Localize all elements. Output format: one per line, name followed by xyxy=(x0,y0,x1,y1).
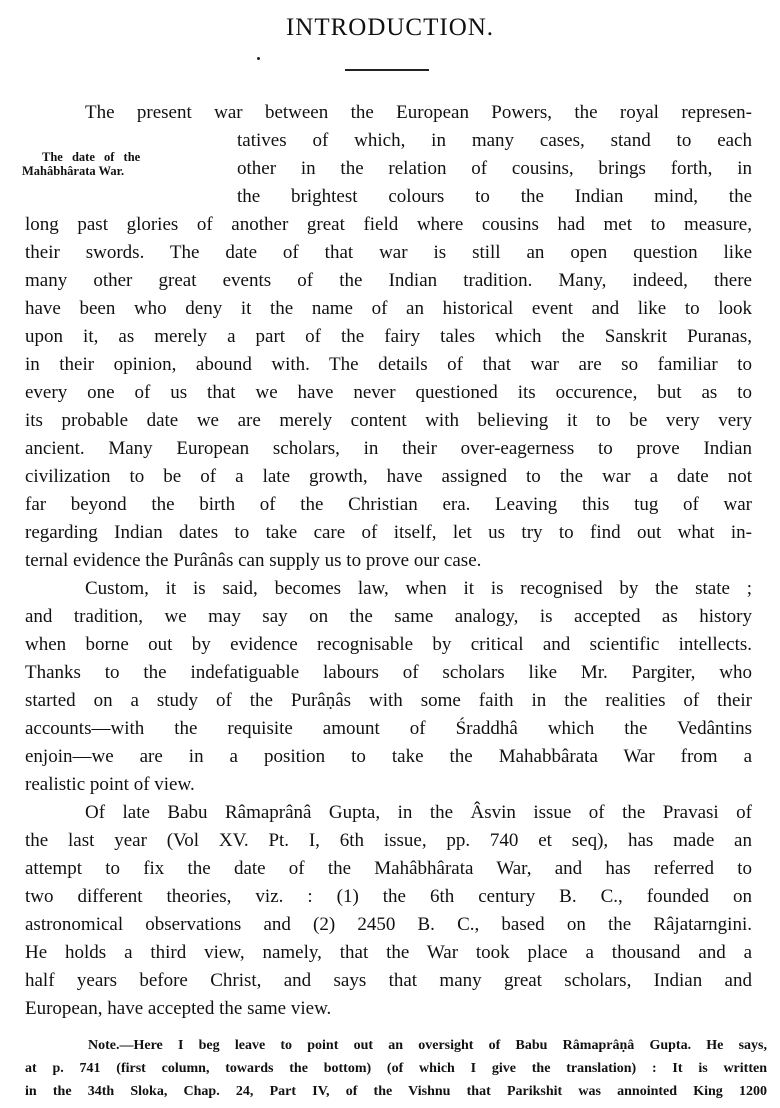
text-line: many other great events of the Indian tradition. Many, indeed, there xyxy=(25,270,752,291)
text-line: and tradition, we may say on the same analogy, is accepted as history xyxy=(25,606,752,627)
text-line: He holds a third view, namely, that the War took place a thousand and a xyxy=(25,942,752,963)
text-line: Of late Babu Râmaprânâ Gupta, in the Âsvin issue of the Pravasi of xyxy=(85,802,752,823)
text-line: realistic point of view. xyxy=(25,774,195,795)
text-line: the last year (Vol XV. Pt. I, 6th issue, pp. 740 et seq), has made an xyxy=(25,830,752,851)
text-line: have been who deny it the name of an historical event and like to look xyxy=(25,298,752,319)
text-line: long past glories of another great field where cousins had met to measure, xyxy=(25,214,752,235)
text-line: in their opinion, abound with. The details of that war are so familiar to xyxy=(25,354,752,375)
text-line: half years before Christ, and says that many great scholars, Indian and xyxy=(25,970,752,991)
text-line: Thanks to the indefatiguable labours of scholars like Mr. Pargiter, who xyxy=(25,662,752,683)
text-line: started on a study of the Purâṇâs with some faith in the realities of their xyxy=(25,690,752,711)
text-line: tatives of which, in many cases, stand to each xyxy=(237,130,752,151)
text-line: The present war between the European Powers, the royal represen- xyxy=(85,102,752,123)
text-line: astronomical observations and (2) 2450 B. C., based on the Râjatarngini. xyxy=(25,914,752,935)
text-line: accounts—with the requisite amount of Śraddhâ which the Vedântins xyxy=(25,718,752,739)
title-rule xyxy=(345,69,429,71)
text-line: Custom, it is said, becomes law, when it is recognised by the state ; xyxy=(85,578,752,599)
footnote-line: Note.—Here I beg leave to point out an oversight of Babu Râmaprâṇâ Gupta. He says, xyxy=(88,1038,767,1053)
text-line: the brightest colours to the Indian mind, the xyxy=(237,186,752,207)
margin-note-line: Mahâbhârata War. xyxy=(22,164,125,178)
text-line: its probable date we are merely content with believing it to be very very xyxy=(25,410,752,431)
text-line: far beyond the birth of the Christian era. Leaving this tug of war xyxy=(25,494,752,515)
text-line: every one of us that we have never questioned its occurence, but as to xyxy=(25,382,752,403)
text-line: two different theories, viz. : (1) the 6th century B. C., founded on xyxy=(25,886,752,907)
margin-note-line: The date of the xyxy=(42,150,141,164)
text-line: their swords. The date of that war is still an open question like xyxy=(25,242,752,263)
text-line: attempt to fix the date of the Mahâbhârata War, and has referred to xyxy=(25,858,752,879)
footnote-line: at p. 741 (first column, towards the bottom) (of which I give the translation) : It is written xyxy=(25,1061,767,1076)
margin-note xyxy=(22,150,212,178)
ink-speck xyxy=(257,57,260,60)
text-line: civilization to be of a late growth, have assigned to the war a date not xyxy=(25,466,752,487)
text-line: ternal evidence the Purânâs can supply us to prove our case. xyxy=(25,550,482,571)
text-line: European, have accepted the same view. xyxy=(25,998,332,1019)
page-title: INTRODUCTION. xyxy=(285,14,495,41)
text-line: upon it, as merely a part of the fairy tales which the Sanskrit Puranas, xyxy=(25,326,752,347)
text-line: ancient. Many European scholars, in their over-eagerness to prove Indian xyxy=(25,438,752,459)
text-line: when borne out by evidence recognisable by critical and scientific intellects. xyxy=(25,634,752,655)
text-line: regarding Indian dates to take care of itself, let us try to find out what in- xyxy=(25,522,752,543)
text-line: other in the relation of cousins, brings forth, in xyxy=(237,158,752,179)
footnote-line: in the 34th Sloka, Chap. 24, Part IV, of the Vishnu that Parikshit was annointed King 1200 xyxy=(25,1084,767,1099)
text-line: enjoin—we are in a position to take the Mahabbârata War from a xyxy=(25,746,752,767)
